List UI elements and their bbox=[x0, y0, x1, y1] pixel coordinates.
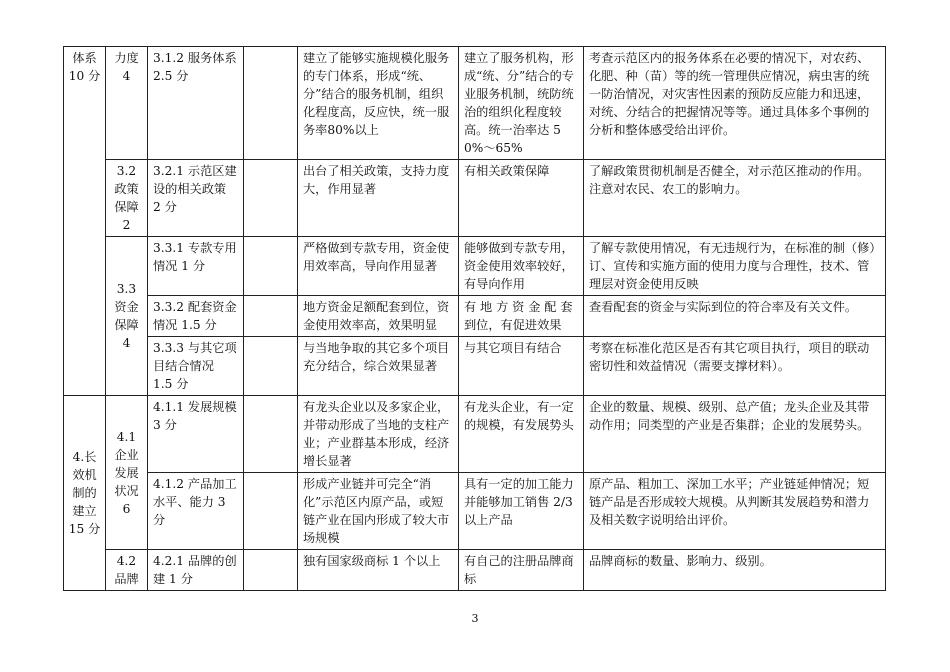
standard-qualified-cell: 能够做到专款专用，资金使用效率较好，有导向作用 bbox=[459, 237, 584, 296]
item-cell: 3.3.1 专款专用情况 1 分 bbox=[148, 237, 244, 296]
page-number: 3 bbox=[471, 612, 479, 625]
standard-excellent-cell: 出台了相关政策，支持力度大，作用显著 bbox=[298, 160, 459, 237]
evaluation-table bbox=[63, 46, 886, 591]
group-cell-system: 体系 10 分 bbox=[64, 47, 106, 396]
method-cell: 品牌商标的数量、影响力、级别。 bbox=[584, 550, 886, 591]
item-cell: 3.3.3 与其它项目结合情况 1.5 分 bbox=[148, 337, 244, 396]
method-cell: 考查示范区内的报务体系在必要的情况下，对农药、化肥、种（苗）等的统一管理供应情况，病虫害的统一防治情况，对灾害性因素的预防反应能力和迅速，对统、分结合的把握情况等等。通过具体多个事例的分析和整体感受给出评价。 bbox=[584, 47, 886, 160]
standard-excellent-cell: 建立了能够实施规模化服务的专门体系，形成“统、分”结合的服务机制，组织化程度高，反应快，统一服务率80%以上 bbox=[298, 47, 459, 160]
method-cell: 原产品、粗加工、深加工水平；产业链延伸情况；短链产品是否形成较大规模。从判断其发展趋势和潜力及相关数字说明给出评价。 bbox=[584, 473, 886, 550]
table-row bbox=[64, 47, 886, 160]
standard-qualified-cell: 有龙头企业，有一定的规模，有发展势头 bbox=[459, 396, 584, 473]
standard-qualified-cell: 与其它项目有结合 bbox=[459, 337, 584, 396]
blank-cell bbox=[244, 296, 298, 337]
group-cell-long-term-mechanism: 4.长 效机 制的 建立 15 分 bbox=[64, 396, 106, 591]
method-cell: 考察在标准化范区是否有其它项目执行，项目的联动密切性和效益情况（需要支撑材料）。 bbox=[584, 337, 886, 396]
standard-qualified-cell: 有 地 方 资 金 配 套 到位，有促进效果 bbox=[459, 296, 584, 337]
blank-cell bbox=[244, 550, 298, 591]
group-cell-strength: 力度 4 bbox=[106, 47, 148, 160]
standard-qualified-cell: 有相关政策保障 bbox=[459, 160, 584, 237]
group-cell-brand: 4.2 品牌 bbox=[106, 550, 148, 591]
standard-excellent-cell: 地方资金足额配套到位，资金使用效率高，效果明显 bbox=[298, 296, 459, 337]
item-cell: 4.2.1 品牌的创建 1 分 bbox=[148, 550, 244, 591]
blank-cell bbox=[244, 337, 298, 396]
item-cell: 3.2.1 示范区建设的相关政策 2 分 bbox=[148, 160, 244, 237]
blank-cell bbox=[244, 473, 298, 550]
method-cell: 了解专款使用情况，有无违规行为，在标准的制（修）订、宣传和实施方面的使用力度与合理性，技术、管理层对资金使用反映 bbox=[584, 237, 886, 296]
table-row bbox=[64, 396, 886, 473]
standard-excellent-cell: 独有国家级商标 1 个以上 bbox=[298, 550, 459, 591]
item-cell: 3.1.2 服务体系 2.5 分 bbox=[148, 47, 244, 160]
group-cell-policy: 3.2 政策 保障 2 bbox=[106, 160, 148, 237]
item-cell: 4.1.1 发展规模 3 分 bbox=[148, 396, 244, 473]
standard-excellent-cell: 形成产业链并可完全“消化”示范区内原产品，或短链产业在国内形成了较大市场规模 bbox=[298, 473, 459, 550]
method-cell: 了解政策贯彻机制是否健全，对示范区推动的作用。注意对农民、农工的影响力。 bbox=[584, 160, 886, 237]
standard-excellent-cell: 有龙头企业以及多家企业，并带动形成了当地的支柱产业；产业群基本形成，经济增长显著 bbox=[298, 396, 459, 473]
item-cell: 4.1.2 产品加工水平、能力 3 分 bbox=[148, 473, 244, 550]
group-cell-enterprise: 4.1 企业 发展 状况 6 bbox=[106, 396, 148, 550]
blank-cell bbox=[244, 47, 298, 160]
table-row bbox=[64, 237, 886, 296]
standard-qualified-cell: 有自己的注册品牌商标 bbox=[459, 550, 584, 591]
table-row bbox=[64, 337, 886, 396]
item-cell: 3.3.2 配套资金情况 1.5 分 bbox=[148, 296, 244, 337]
group-cell-funding: 3.3 资金 保障 4 bbox=[106, 237, 148, 396]
blank-cell bbox=[244, 237, 298, 296]
standard-qualified-cell: 建立了服务机构，形成“统、分”结合的专业服务机制，统防统治的组织化程度较高。统一治率达 50%～65% bbox=[459, 47, 584, 160]
standard-excellent-cell: 严格做到专款专用，资金使用效率高，导向作用显著 bbox=[298, 237, 459, 296]
method-cell: 查看配套的资金与实际到位的符合率及有关文件。 bbox=[584, 296, 886, 337]
table-row bbox=[64, 160, 886, 237]
method-cell: 企业的数量、规模、级别、总产值；龙头企业及其带动作用；同类型的产业是否集群；企业的发展势头。 bbox=[584, 396, 886, 473]
standard-excellent-cell: 与当地争取的其它多个项目充分结合，综合效果显著 bbox=[298, 337, 459, 396]
standard-qualified-cell: 具有一定的加工能力并能够加工销售 2/3 以上产品 bbox=[459, 473, 584, 550]
blank-cell bbox=[244, 160, 298, 237]
table-row bbox=[64, 550, 886, 591]
blank-cell bbox=[244, 396, 298, 473]
table-row bbox=[64, 296, 886, 337]
table-row bbox=[64, 473, 886, 550]
